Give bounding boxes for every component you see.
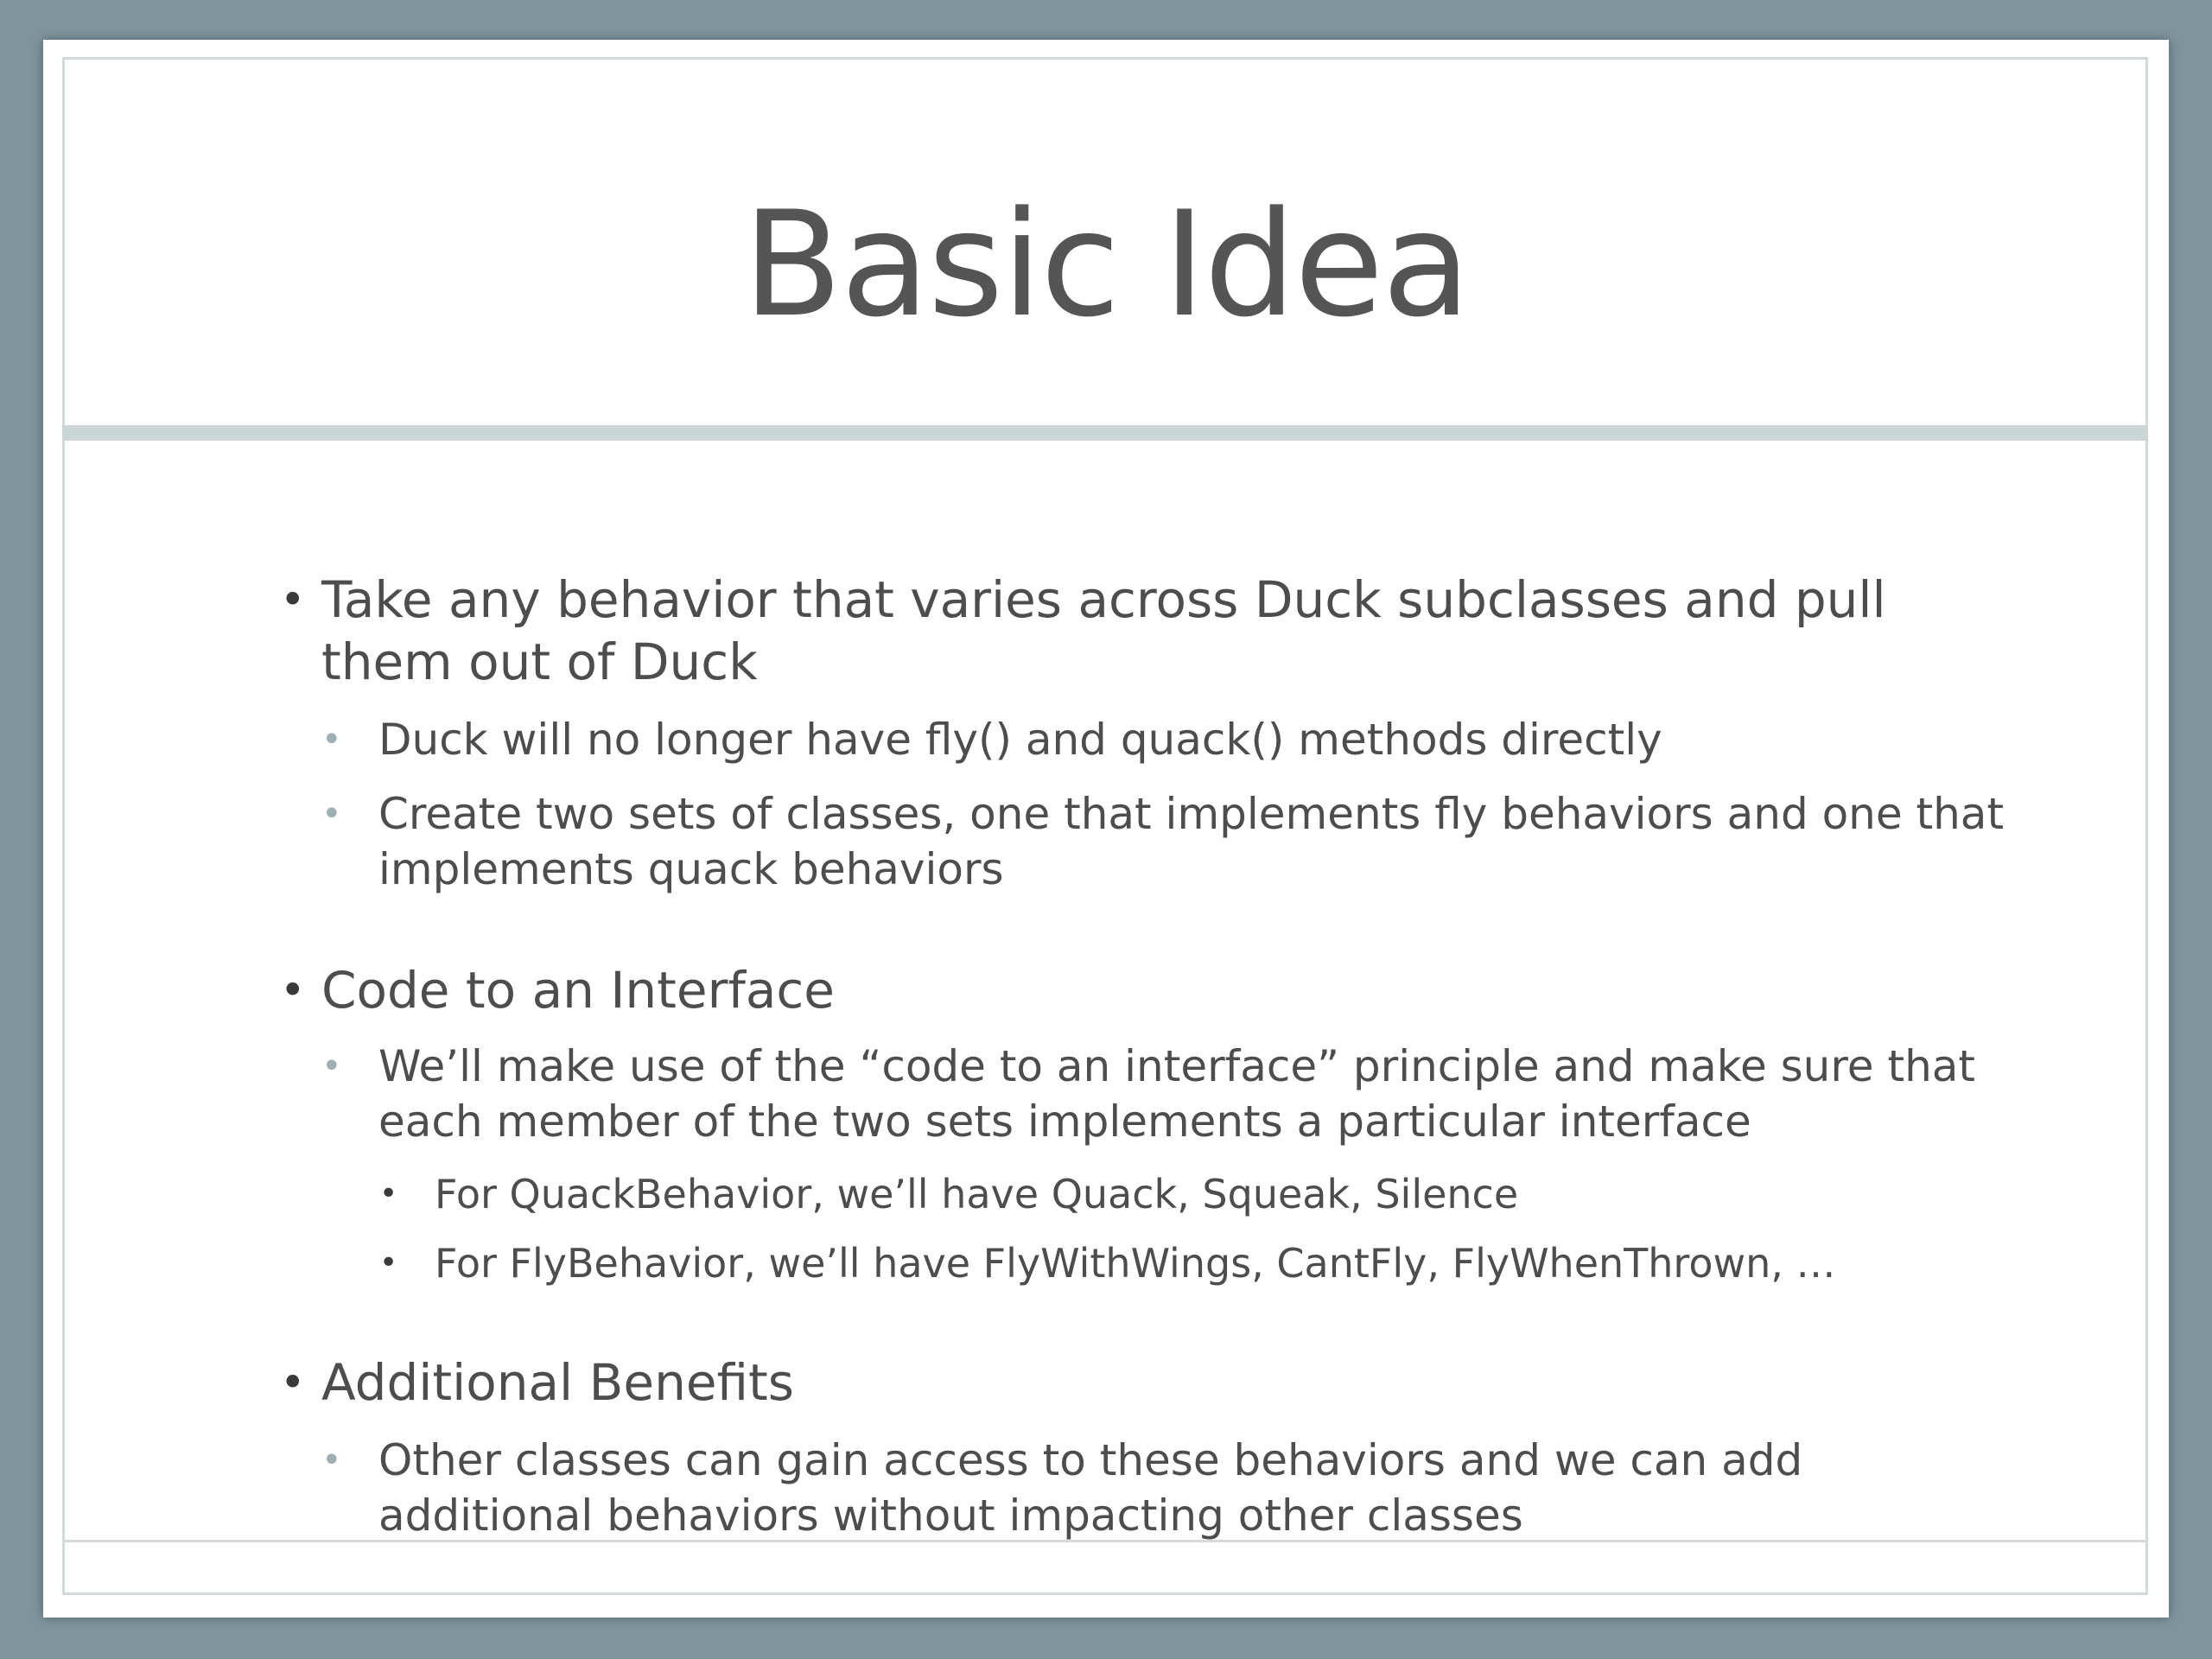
subsubbullet-text: For QuackBehavior, we’ll have Quack, Squeak, Silence: [435, 1171, 1519, 1217]
subsubbullet-dot-icon: •: [379, 1176, 398, 1211]
subbullet-two-sets: [321, 786, 2020, 897]
bullet-additional-benefits: [280, 1351, 2006, 1414]
subbullet-no-fly-quack: [321, 712, 2020, 767]
bullet-text: Take any behavior that varies across Duck subclasses and pull them out of Duck: [321, 570, 1886, 691]
bullet-text: Code to an Interface: [321, 961, 835, 1020]
subbullet-dot-icon: •: [321, 720, 342, 760]
subsubbullet-dot-icon: •: [379, 1245, 398, 1281]
subsubbullet-text: For FlyBehavior, we’ll have FlyWithWings, CantFly, FlyWhenThrown, …: [435, 1240, 1836, 1287]
subbullet-text: Create two sets of classes, one that implements fly behaviors and one that implements quack behaviors: [378, 789, 2005, 894]
subbullet-code-principle: [321, 1039, 2020, 1149]
subbullet-other-classes: [321, 1433, 2020, 1543]
bullet-take-any-behavior: [280, 569, 2006, 693]
bullet-dot-icon: •: [280, 965, 306, 1015]
bullet-dot-icon: •: [280, 1357, 306, 1408]
bullet-dot-icon: •: [280, 575, 306, 625]
bullet-text: Additional Benefits: [321, 1353, 795, 1412]
subbullet-text: We’ll make use of the “code to an interface” principle and make sure that each member of the two sets implements a particular interface: [378, 1041, 1975, 1147]
subbullet-text: Duck will no longer have fly() and quack() methods directly: [378, 715, 1662, 765]
slide-content: [43, 40, 2169, 1618]
subbullet-text: Other classes can gain access to these behaviors and we can add additional behaviors without impacting other classes: [378, 1435, 1803, 1541]
subsubbullet-quackbehavior: [379, 1168, 2033, 1220]
bullet-code-to-interface: [280, 959, 2006, 1021]
subbullet-dot-icon: •: [321, 1046, 342, 1086]
slide-title: Basic Idea: [742, 180, 1470, 349]
subbullet-dot-icon: •: [321, 794, 342, 834]
slide: [43, 40, 2169, 1618]
subbullet-dot-icon: •: [321, 1440, 342, 1480]
subsubbullet-flybehavior: [379, 1237, 2033, 1289]
